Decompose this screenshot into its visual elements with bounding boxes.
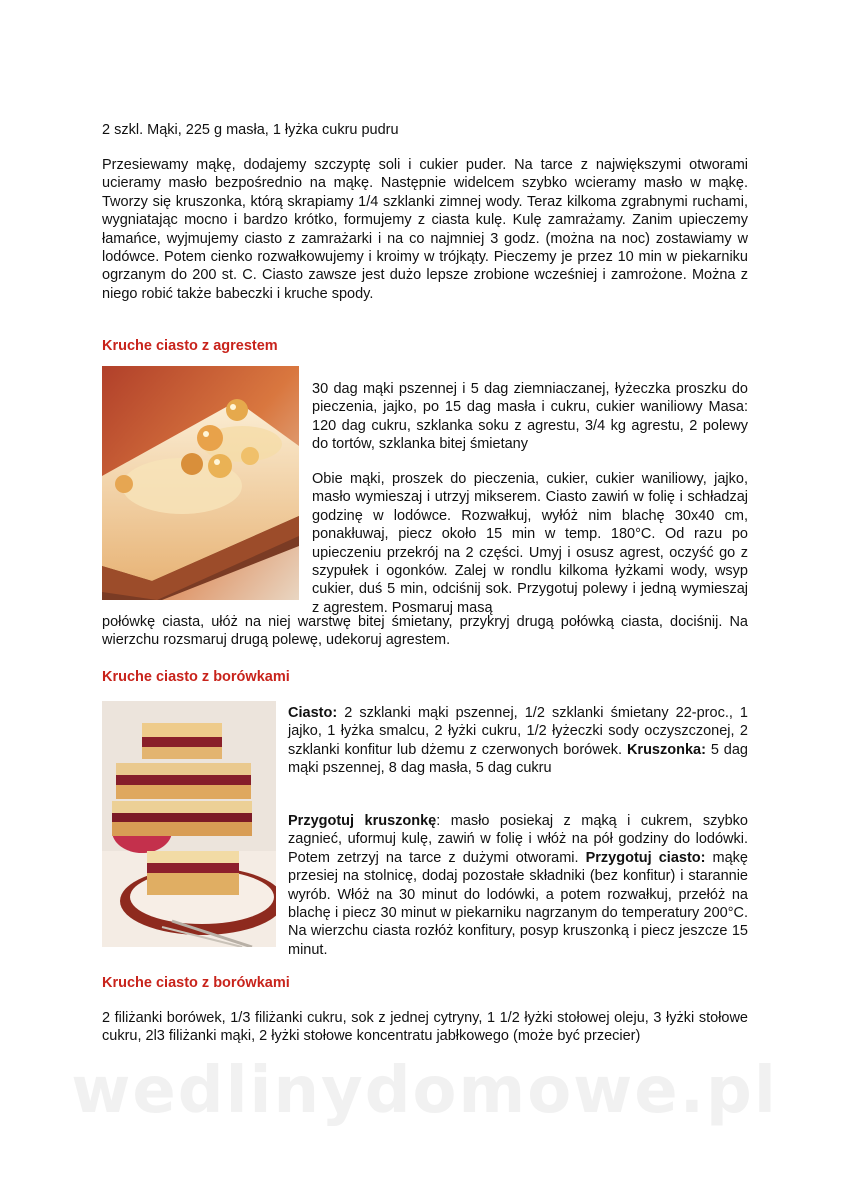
recipe1-method: Obie mąki, proszek do pieczenia, cukier, cukier waniliowy, jajko, masło wymieszaj i utrzyj mikserem. Ciasto zawiń w folię i schładzaj godzinę w lodówce. Rozwałkuj, wyłóż nim blachę 30x40 cm, ponakłuwaj, piecz około 15 min w temp. 180°C. Od razu po upieczeniu przekrój na 2 części. Umyj i osusz agrest, oczyść go z szypułek i ogonków. Zalej w rondlu kilkoma łyżkami wody, wsyp cukier, duś 5 min, odciśnij sok. Przygotuj polewy i jedną wymieszaj z agrestem. Posmaruj masą — [312, 471, 748, 616]
intro-method: Przesiewamy mąkę, dodajemy szczyptę soli i cukier puder. Na tarce z największymi otworami ucieramy masło bezpośrednio na mąkę. Następnie widelcem szybko wcieramy masło w mąkę. Tworzy się kruszonka, którą skrapiamy 1/4 szklanki zimnej wody. Teraz kilkoma zgrabnymi ruchami, wygniatając mocno i bardzo krótko, formujemy z ciasta kulę. Kulę zamrażamy. Zanim upieczemy łamańce, wyjmujemy ciasto z zamrażarki i na co najmniej 3 godz. (można na noc) zostawiamy w lodówce. Potem cienko rozwałkowujemy i kroimy w trójkąty. Pieczemy je przez 10 min w piekarniku ogrzanym do 200 st. C. Ciasto zawsze jest dużo lepsze zrobione wcześniej i zamrożone. Można z niego robić także babeczki i kruche spody. — [102, 157, 748, 302]
kruszonka-label: Kruszonka: — [626, 741, 706, 758]
recipe2-ingredients — [288, 704, 748, 778]
watermark: wedlinydomowe.pl — [71, 1054, 778, 1128]
ciasto-label: Ciasto: — [288, 705, 338, 721]
recipe1-method-continued: połówkę ciasta, ułóż na niej warstwę bitej śmietany, przykryj drugą połówką ciasta, dociśnij. Na wierzchu rozsmaruj drugą polewę, udekoruj agrestem. — [102, 614, 748, 649]
recipe2-title: Kruche ciasto z borówkami — [102, 669, 290, 685]
step2-label: Przygotuj ciasto: — [585, 849, 706, 866]
recipe1-title: Kruche ciasto z agrestem — [102, 338, 278, 354]
blueberry-crumble-cake-photo — [102, 701, 276, 947]
ciasto-text: 2 szklanki mąki pszennej, 1/2 szklanki śmietany 22-proc., 1 jajko, 1 łyżka smalcu, 2 łyżki cukru, 1/2 łyżeczki sody oczyszczonej, 2 szklanki konfitur lub dżemu z czerwonych borówek. — [288, 705, 748, 758]
kruszonka-text: 5 dag mąki pszennej, 8 dag masła, 5 dag cukru — [288, 741, 748, 777]
step2-text: mąkę przesiej na stolnicę, dodaj pozostałe składniki (bez konfitur) i starannie wyrób. Włóż na 30 minut do lodówki, a potem rozwałkuj, przełóż na blachę i piecz 30 minut w piekarniku nagrzanym do temperatury 200°C. Na wierzchu ciasta rozłóż konfitury, posyp kruszonką i piecz jeszcze 15 minut. — [288, 849, 748, 958]
gooseberry-cake-photo — [102, 366, 299, 600]
step1-label: Przygotuj kruszonkę — [288, 813, 437, 829]
recipe2-method — [288, 812, 748, 959]
recipe1-ingredients: 30 dag mąki pszennej i 5 dag ziemniaczanej, łyżeczka proszku do pieczenia, jajko, po 15 dag masła i cukru, cukier waniliowy Masa: 120 dag cukru, szklanka soku z agrestu, 3/4 kg agrestu, 2 polewy do tortów, szklanka bitej śmietany — [312, 381, 748, 453]
intro-ingredients: 2 szkl. Mąki, 225 g masła, 1 łyżka cukru pudru — [102, 122, 399, 138]
recipe3-ingredients: 2 filiżanki borówek, 1/3 filiżanki cukru, sok z jednej cytryny, 1 1/2 łyżki stołowej oleju, 3 łyżki stołowe cukru, 2l3 filiżanki mąki, 2 łyżki stołowe koncentratu jabłkowego (może być przecier) — [102, 1010, 748, 1045]
recipe3-title: Kruche ciasto z borówkami — [102, 975, 290, 991]
step1-text: : masło posiekaj z mąką i cukrem, szybko zagnieć, uformuj kulę, zawiń w folię i włóż na pół godziny do lodówki. Potem zetrzyj na tarce z dużymi otworami. — [288, 813, 748, 866]
